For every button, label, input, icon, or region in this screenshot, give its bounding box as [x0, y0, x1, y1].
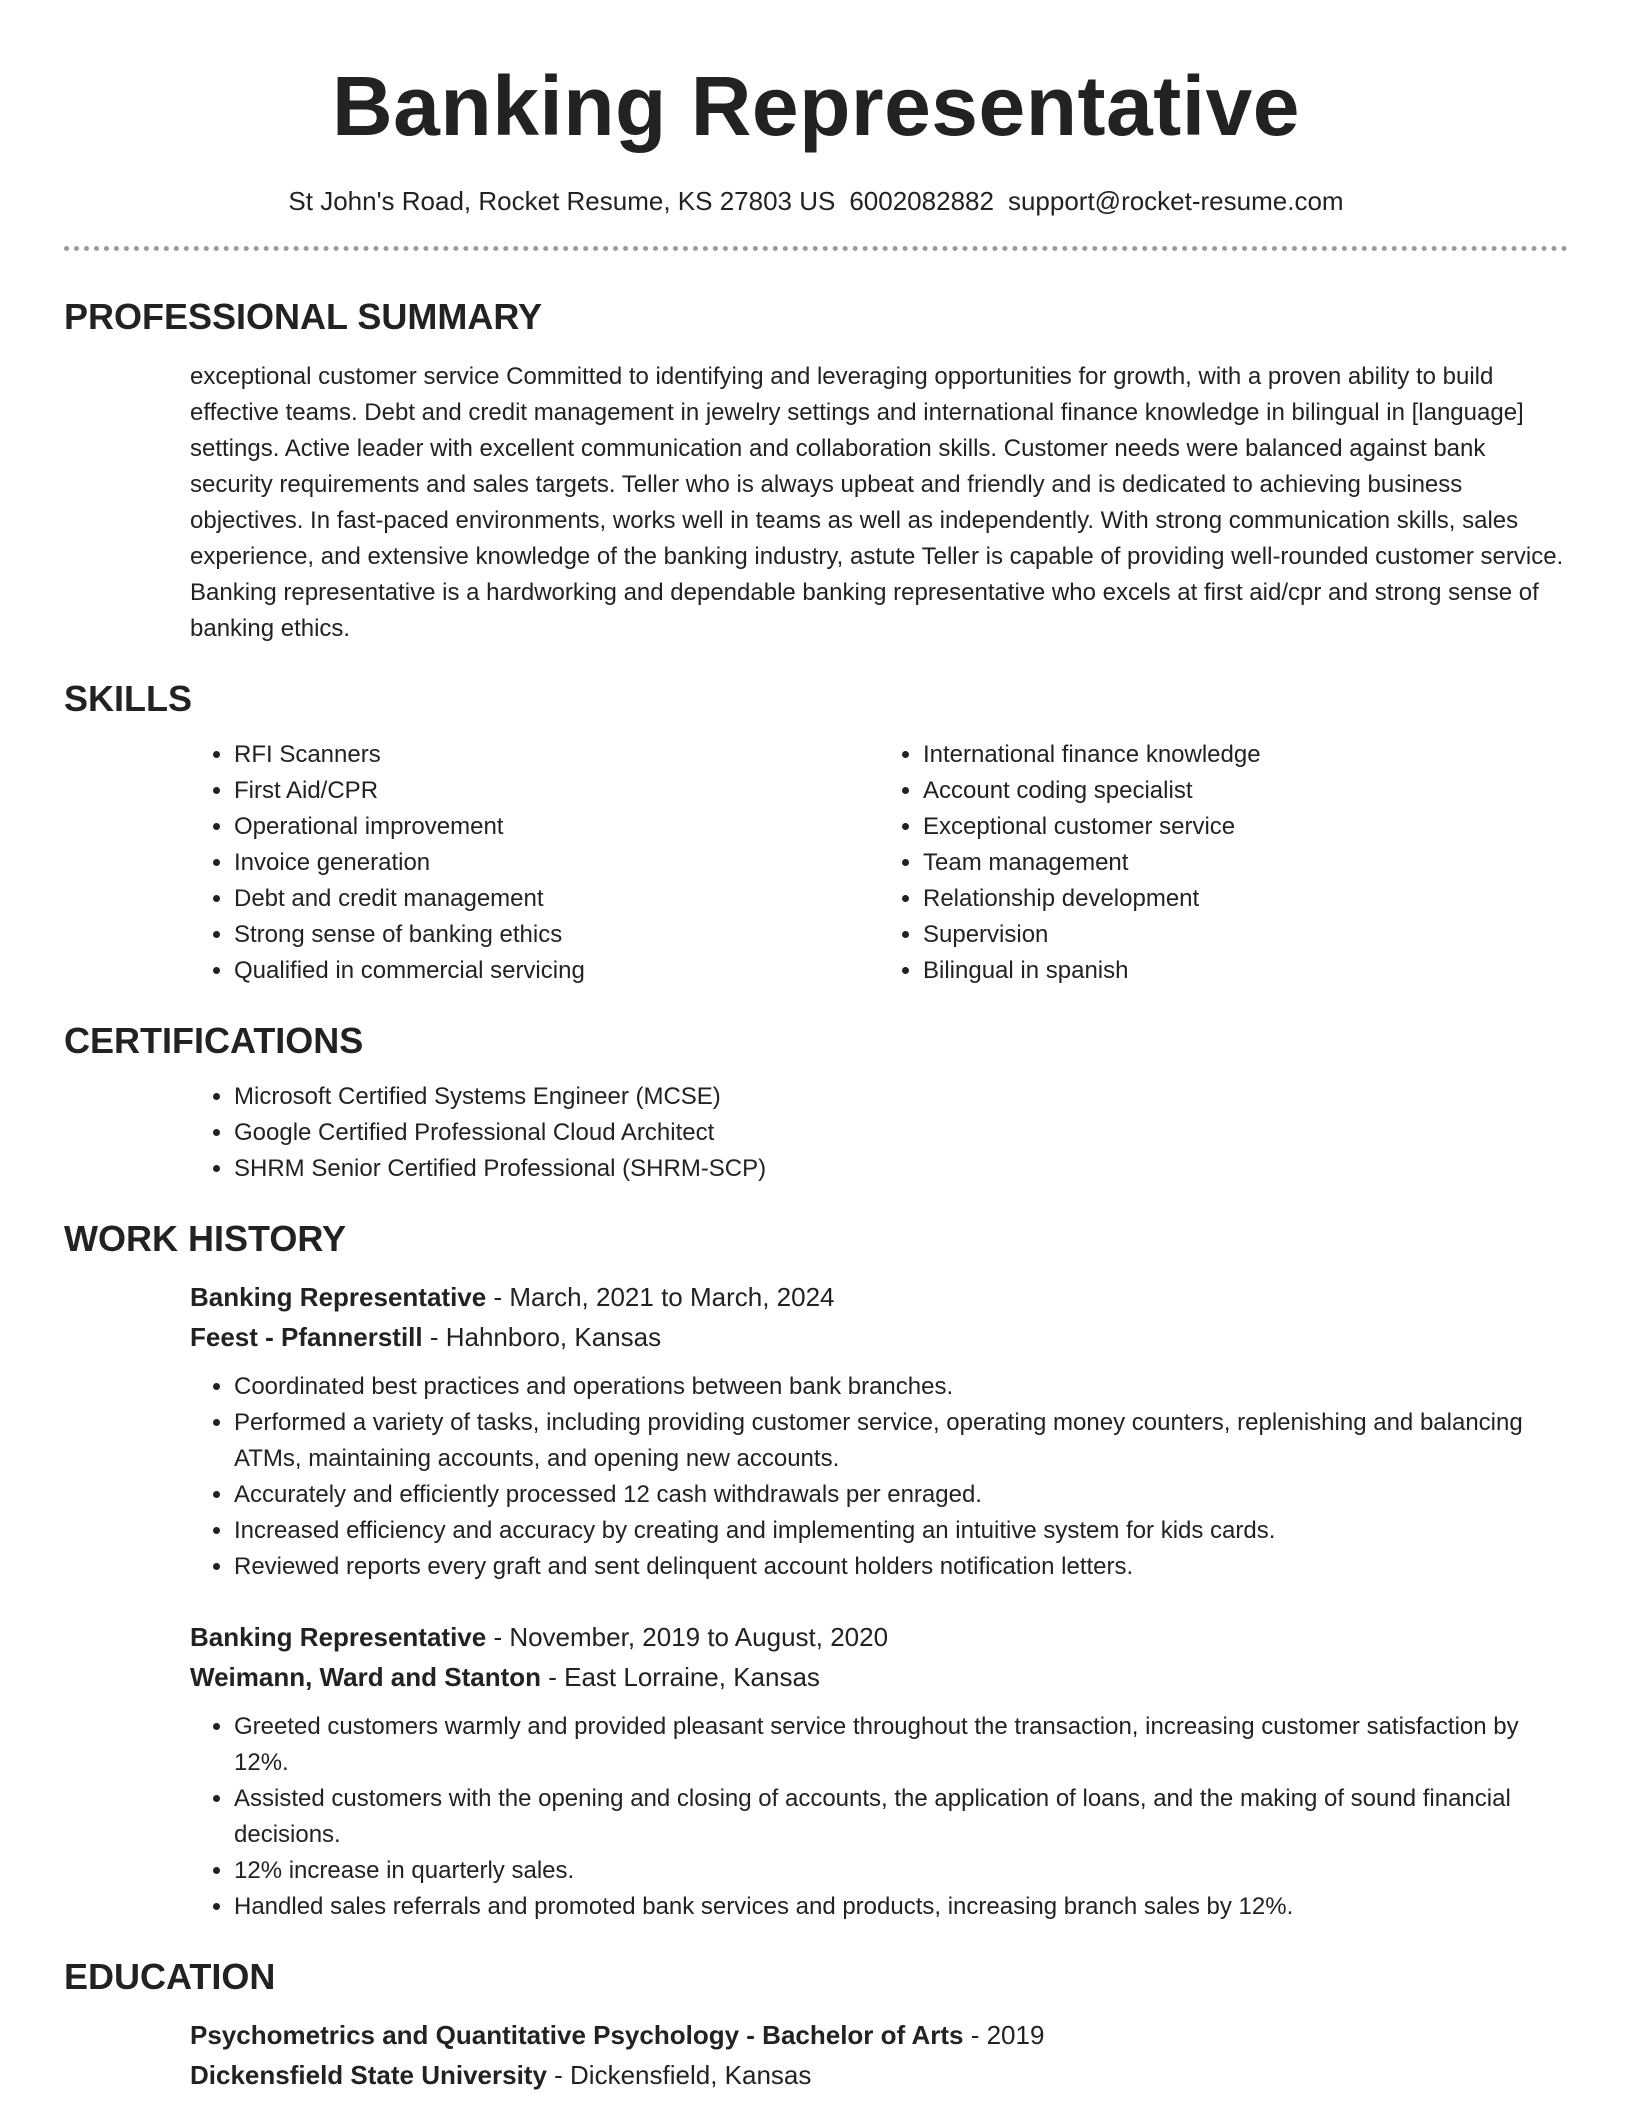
- job-bullet: • Increased efficiency and accuracy by creating and implementing an intuitive system for kids cards.: [234, 1513, 1568, 1549]
- skill-item: • Qualified in commercial servicing: [234, 953, 879, 989]
- skills-heading: SKILLS: [64, 678, 193, 719]
- job-role: Banking Representative: [190, 1282, 487, 1312]
- skill-item: • Exceptional customer service: [923, 809, 1568, 845]
- certification-item: • Google Certified Professional Cloud Architect: [234, 1115, 1568, 1151]
- job-location: - East Lorraine, Kansas: [541, 1662, 820, 1692]
- skill-item: • Account coding specialist: [923, 773, 1568, 809]
- education-school-line: [190, 2055, 1568, 2095]
- job-bullet: • Handled sales referrals and promoted bank services and products, increasing branch sales by 12%.: [234, 1889, 1568, 1925]
- education-degree: Psychometrics and Quantitative Psychology - Bachelor of Arts: [190, 2020, 964, 2050]
- contact-address: St John's Road, Rocket Resume, KS 27803 US: [288, 186, 836, 216]
- job-bullet: • 12% increase in quarterly sales.: [234, 1853, 1568, 1889]
- work-history-heading: WORK HISTORY: [64, 1218, 347, 1259]
- job-dates: - November, 2019 to August, 2020: [486, 1622, 889, 1652]
- job-company: Weimann, Ward and Stanton: [190, 1662, 542, 1692]
- skill-item: • Team management: [923, 845, 1568, 881]
- education-degree-line: [190, 2015, 1568, 2055]
- job-entry: [190, 1277, 1568, 1585]
- education-heading: EDUCATION: [64, 1956, 276, 1997]
- skill-item: • Supervision: [923, 917, 1568, 953]
- job-bullet: • Accurately and efficiently processed 12 cash withdrawals per enraged.: [234, 1477, 1568, 1513]
- job-bullet: • Coordinated best practices and operations between bank branches.: [234, 1369, 1568, 1405]
- education-location: - Dickensfield, Kansas: [546, 2060, 812, 2090]
- header-divider: [64, 246, 1568, 251]
- job-title-line: [190, 1277, 1568, 1317]
- job-bullet: • Reviewed reports every graft and sent delinquent account holders notification letters.: [234, 1549, 1568, 1585]
- skill-item: • Strong sense of banking ethics: [234, 917, 879, 953]
- skill-item: • Operational improvement: [234, 809, 879, 845]
- education-year: - 2019: [963, 2020, 1045, 2050]
- resume-page: [64, 0, 1568, 2095]
- job-company: Feest - Pfannerstill: [190, 1322, 423, 1352]
- job-bullet: • Performed a variety of tasks, including providing customer service, operating money counters, replenishing and balancing ATMs, maintaining accounts, and opening new accounts.: [234, 1405, 1568, 1477]
- job-company-line: [190, 1317, 1568, 1357]
- education-school: Dickensfield State University: [190, 2060, 547, 2090]
- education-entry: [190, 2015, 1568, 2095]
- summary-heading: PROFESSIONAL SUMMARY: [64, 296, 543, 337]
- skills-list-right: [879, 737, 1568, 989]
- contact-line: [64, 184, 1568, 218]
- resume-name: Banking Representative: [332, 59, 1300, 153]
- contact-phone: 6002082882: [849, 186, 994, 216]
- skills-list-left: [190, 737, 879, 989]
- certifications-list: [190, 1079, 1568, 1187]
- skill-item: • Relationship development: [923, 881, 1568, 917]
- job-dates: - March, 2021 to March, 2024: [486, 1282, 835, 1312]
- job-bullet: • Greeted customers warmly and provided pleasant service throughout the transaction, increasing customer satisfaction by 12%.: [234, 1709, 1568, 1781]
- job-bullets: [190, 1369, 1568, 1585]
- job-bullets: [190, 1709, 1568, 1925]
- certifications-heading: CERTIFICATIONS: [64, 1020, 364, 1061]
- skills-columns: [190, 737, 1568, 989]
- job-title-line: [190, 1617, 1568, 1657]
- job-entry: [190, 1617, 1568, 1925]
- contact-email: support@rocket-resume.com: [1007, 186, 1344, 216]
- summary-text: exceptional customer service Committed to identifying and leveraging opportunities for growth, with a proven ability to build effective teams. Debt and credit management in jewelry settings and international finance knowledge in bilingual in [language] settings. Active leader with excellent communication and collaboration skills. Customer needs were balanced against bank security requirements and sales targets. Teller who is always upbeat and friendly and is dedicated to achieving business objectives. In fast-paced environments, works well in teams as well as independently. With strong communication skills, sales experience, and extensive knowledge of the banking industry, astute Teller is capable of providing well-rounded customer service. Banking representative is a hardworking and dependable banking representative who excels at first aid/cpr and strong sense of banking ethics.: [190, 363, 1564, 642]
- certification-item: • Microsoft Certified Systems Engineer (MCSE): [234, 1079, 1568, 1115]
- job-role: Banking Representative: [190, 1622, 487, 1652]
- job-location: - Hahnboro, Kansas: [422, 1322, 662, 1352]
- job-company-line: [190, 1657, 1568, 1697]
- skill-item: • International finance knowledge: [923, 737, 1568, 773]
- skill-item: • Invoice generation: [234, 845, 879, 881]
- skill-item: • Debt and credit management: [234, 881, 879, 917]
- skill-item: • First Aid/CPR: [234, 773, 879, 809]
- certification-item: • SHRM Senior Certified Professional (SHRM-SCP): [234, 1151, 1568, 1187]
- job-bullet: • Assisted customers with the opening and closing of accounts, the application of loans, and the making of sound financial decisions.: [234, 1781, 1568, 1853]
- skill-item: • Bilingual in spanish: [923, 953, 1568, 989]
- skill-item: • RFI Scanners: [234, 737, 879, 773]
